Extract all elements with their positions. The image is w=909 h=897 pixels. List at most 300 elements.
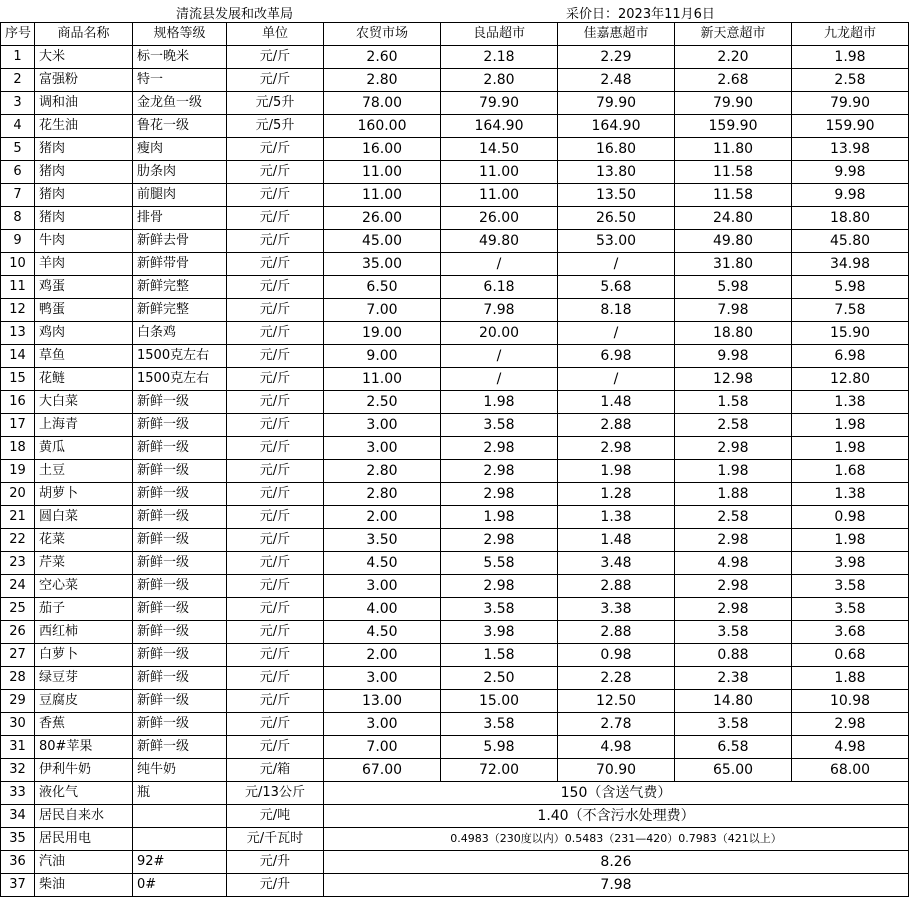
price-liangpin: 72.00 <box>441 759 558 782</box>
item-unit: 元/斤 <box>227 138 324 161</box>
item-spec: 新鲜一级 <box>133 552 227 575</box>
item-spec: 1500克左右 <box>133 368 227 391</box>
price-jiulong: 18.80 <box>792 207 909 230</box>
table-row <box>1 345 909 368</box>
price-jiulong: 4.98 <box>792 736 909 759</box>
price-xintianyi: 2.98 <box>675 529 792 552</box>
price-xintianyi: 3.58 <box>675 713 792 736</box>
price-jiulong: 68.00 <box>792 759 909 782</box>
price-xintianyi: 2.98 <box>675 598 792 621</box>
item-spec: 新鲜一级 <box>133 621 227 644</box>
item-unit: 元/斤 <box>227 345 324 368</box>
price-jiulong: 3.58 <box>792 575 909 598</box>
item-unit: 元/斤 <box>227 322 324 345</box>
price-jiajiahui: 4.98 <box>558 736 675 759</box>
row-no: 28 <box>1 667 35 690</box>
price-jiajiahui: 70.90 <box>558 759 675 782</box>
row-no: 17 <box>1 414 35 437</box>
item-name: 花生油 <box>35 115 133 138</box>
item-name: 花菜 <box>35 529 133 552</box>
row-no: 8 <box>1 207 35 230</box>
price-jiulong: 3.98 <box>792 552 909 575</box>
price-farmers-market: 4.50 <box>324 621 441 644</box>
item-name: 富强粉 <box>35 69 133 92</box>
item-name: 鸡蛋 <box>35 276 133 299</box>
table-row-merged <box>1 851 909 874</box>
item-spec: 金龙鱼一级 <box>133 92 227 115</box>
price-jiulong: 2.58 <box>792 69 909 92</box>
price-xintianyi: 24.80 <box>675 207 792 230</box>
item-spec: 排骨 <box>133 207 227 230</box>
table-row <box>1 552 909 575</box>
price-jiajiahui: / <box>558 322 675 345</box>
table-row <box>1 529 909 552</box>
price-xintianyi: 11.80 <box>675 138 792 161</box>
price-jiajiahui: 16.80 <box>558 138 675 161</box>
price-farmers-market: 45.00 <box>324 230 441 253</box>
price-liangpin: 3.98 <box>441 621 558 644</box>
table-row <box>1 575 909 598</box>
price-liangpin: / <box>441 253 558 276</box>
item-unit: 元/斤 <box>227 713 324 736</box>
item-name: 猪肉 <box>35 138 133 161</box>
row-no: 23 <box>1 552 35 575</box>
item-unit: 元/斤 <box>227 552 324 575</box>
price-xintianyi: 2.98 <box>675 575 792 598</box>
price-liangpin: 1.58 <box>441 644 558 667</box>
row-no: 16 <box>1 391 35 414</box>
row-no: 32 <box>1 759 35 782</box>
item-unit: 元/升 <box>227 851 324 874</box>
item-spec: 新鲜一级 <box>133 460 227 483</box>
price-xintianyi: 1.88 <box>675 483 792 506</box>
item-spec: 纯牛奶 <box>133 759 227 782</box>
price-jiulong: 9.98 <box>792 161 909 184</box>
price-jiulong: 12.80 <box>792 368 909 391</box>
item-name: 黄瓜 <box>35 437 133 460</box>
price-liangpin: / <box>441 368 558 391</box>
price-jiulong: 34.98 <box>792 253 909 276</box>
item-name: 鸭蛋 <box>35 299 133 322</box>
price-xintianyi: 14.80 <box>675 690 792 713</box>
price-farmers-market: 7.00 <box>324 299 441 322</box>
item-name: 大白菜 <box>35 391 133 414</box>
price-farmers-market: 11.00 <box>324 368 441 391</box>
price-jiajiahui: / <box>558 253 675 276</box>
price-farmers-market: 78.00 <box>324 92 441 115</box>
price-table <box>0 22 909 897</box>
item-unit: 元/斤 <box>227 506 324 529</box>
price-xintianyi: 1.98 <box>675 460 792 483</box>
price-jiajiahui: 1.28 <box>558 483 675 506</box>
price-jiulong: 1.98 <box>792 437 909 460</box>
price-farmers-market: 3.00 <box>324 667 441 690</box>
price-liangpin: 2.98 <box>441 529 558 552</box>
item-name: 液化气 <box>35 782 133 805</box>
item-spec: 新鲜一级 <box>133 690 227 713</box>
price-xintianyi: 11.58 <box>675 161 792 184</box>
price-liangpin: 5.98 <box>441 736 558 759</box>
row-no: 29 <box>1 690 35 713</box>
item-unit: 元/斤 <box>227 368 324 391</box>
price-jiajiahui: 2.48 <box>558 69 675 92</box>
item-name: 汽油 <box>35 851 133 874</box>
column-header: 商品名称 <box>35 23 133 46</box>
price-liangpin: 5.58 <box>441 552 558 575</box>
price-farmers-market: 9.00 <box>324 345 441 368</box>
item-unit: 元/斤 <box>227 460 324 483</box>
price-liangpin: 2.98 <box>441 483 558 506</box>
price-xintianyi: 31.80 <box>675 253 792 276</box>
price-liangpin: 20.00 <box>441 322 558 345</box>
item-spec: 0# <box>133 874 227 897</box>
item-spec: 前腿肉 <box>133 184 227 207</box>
price-jiulong: 15.90 <box>792 322 909 345</box>
price-farmers-market: 2.80 <box>324 460 441 483</box>
price-xintianyi: 12.98 <box>675 368 792 391</box>
table-row-merged <box>1 828 909 851</box>
row-no: 36 <box>1 851 35 874</box>
table-row <box>1 460 909 483</box>
price-jiajiahui: 53.00 <box>558 230 675 253</box>
price-liangpin: 2.50 <box>441 667 558 690</box>
item-unit: 元/斤 <box>227 598 324 621</box>
row-no: 30 <box>1 713 35 736</box>
price-farmers-market: 35.00 <box>324 253 441 276</box>
item-name: 伊利牛奶 <box>35 759 133 782</box>
column-header: 序号 <box>1 23 35 46</box>
row-no: 1 <box>1 46 35 69</box>
price-jiulong: 1.38 <box>792 391 909 414</box>
item-unit: 元/斤 <box>227 667 324 690</box>
item-unit: 元/斤 <box>227 253 324 276</box>
item-name: 芹菜 <box>35 552 133 575</box>
price-jiajiahui: 2.98 <box>558 437 675 460</box>
column-header: 农贸市场 <box>324 23 441 46</box>
price-jiulong: 9.98 <box>792 184 909 207</box>
table-row <box>1 713 909 736</box>
item-name: 白萝卜 <box>35 644 133 667</box>
price-farmers-market: 2.80 <box>324 69 441 92</box>
row-no: 6 <box>1 161 35 184</box>
price-liangpin: 49.80 <box>441 230 558 253</box>
column-header: 规格等级 <box>133 23 227 46</box>
item-name: 草鱼 <box>35 345 133 368</box>
price-xintianyi: 2.98 <box>675 437 792 460</box>
item-spec: 新鲜一级 <box>133 414 227 437</box>
price-farmers-market: 2.60 <box>324 46 441 69</box>
item-unit: 元/斤 <box>227 299 324 322</box>
item-spec <box>133 805 227 828</box>
price-table-body <box>1 23 909 897</box>
table-row <box>1 92 909 115</box>
price-farmers-market: 11.00 <box>324 184 441 207</box>
column-header: 新天意超市 <box>675 23 792 46</box>
price-xintianyi: 2.68 <box>675 69 792 92</box>
item-name: 居民自来水 <box>35 805 133 828</box>
price-jiajiahui: 3.48 <box>558 552 675 575</box>
price-liangpin: 3.58 <box>441 598 558 621</box>
row-no: 18 <box>1 437 35 460</box>
price-farmers-market: 3.00 <box>324 437 441 460</box>
price-farmers-market: 3.50 <box>324 529 441 552</box>
price-liangpin: 1.98 <box>441 391 558 414</box>
price-liangpin: 14.50 <box>441 138 558 161</box>
price-xintianyi: 2.58 <box>675 414 792 437</box>
item-unit: 元/斤 <box>227 414 324 437</box>
item-name: 调和油 <box>35 92 133 115</box>
price-jiajiahui: 5.68 <box>558 276 675 299</box>
row-no: 25 <box>1 598 35 621</box>
item-name: 猪肉 <box>35 207 133 230</box>
price-jiajiahui: 1.38 <box>558 506 675 529</box>
item-unit: 元/千瓦时 <box>227 828 324 851</box>
price-farmers-market: 13.00 <box>324 690 441 713</box>
row-no: 3 <box>1 92 35 115</box>
item-name: 猪肉 <box>35 161 133 184</box>
item-spec: 新鲜去骨 <box>133 230 227 253</box>
price-liangpin: 2.80 <box>441 69 558 92</box>
price-jiulong: 1.38 <box>792 483 909 506</box>
price-liangpin: 26.00 <box>441 207 558 230</box>
table-row <box>1 414 909 437</box>
item-unit: 元/斤 <box>227 621 324 644</box>
table-row <box>1 598 909 621</box>
item-unit: 元/箱 <box>227 759 324 782</box>
item-spec: 新鲜一级 <box>133 667 227 690</box>
item-name: 茄子 <box>35 598 133 621</box>
price-jiajiahui: 12.50 <box>558 690 675 713</box>
price-farmers-market: 2.00 <box>324 644 441 667</box>
price-jiajiahui: 1.98 <box>558 460 675 483</box>
price-jiajiahui: 2.78 <box>558 713 675 736</box>
sheet-header <box>0 0 909 22</box>
price-farmers-market: 4.00 <box>324 598 441 621</box>
price-farmers-market: 26.00 <box>324 207 441 230</box>
row-no: 14 <box>1 345 35 368</box>
table-row <box>1 437 909 460</box>
merged-price-value: 150（含送气费） <box>324 782 909 805</box>
item-unit: 元/斤 <box>227 575 324 598</box>
table-row <box>1 69 909 92</box>
item-unit: 元/5升 <box>227 115 324 138</box>
price-farmers-market: 67.00 <box>324 759 441 782</box>
row-no: 19 <box>1 460 35 483</box>
table-row <box>1 391 909 414</box>
price-liangpin: 164.90 <box>441 115 558 138</box>
price-liangpin: 79.90 <box>441 92 558 115</box>
price-jiulong: 2.98 <box>792 713 909 736</box>
row-no: 5 <box>1 138 35 161</box>
item-unit: 元/斤 <box>227 483 324 506</box>
price-farmers-market: 16.00 <box>324 138 441 161</box>
item-name: 猪肉 <box>35 184 133 207</box>
price-xintianyi: 7.98 <box>675 299 792 322</box>
item-name: 豆腐皮 <box>35 690 133 713</box>
price-xintianyi: 5.98 <box>675 276 792 299</box>
price-jiulong: 5.98 <box>792 276 909 299</box>
table-row <box>1 759 909 782</box>
table-row <box>1 253 909 276</box>
price-jiulong: 1.98 <box>792 414 909 437</box>
item-unit: 元/斤 <box>227 230 324 253</box>
item-spec: 特一 <box>133 69 227 92</box>
row-no: 27 <box>1 644 35 667</box>
price-jiulong: 1.98 <box>792 46 909 69</box>
item-spec: 新鲜一级 <box>133 713 227 736</box>
item-unit: 元/斤 <box>227 690 324 713</box>
table-row <box>1 621 909 644</box>
item-spec: 新鲜一级 <box>133 391 227 414</box>
merged-price-value: 0.4983（230度以内）0.5483（231—420）0.7983（421以上） <box>324 828 909 851</box>
item-name: 土豆 <box>35 460 133 483</box>
item-spec: 新鲜完整 <box>133 299 227 322</box>
row-no: 34 <box>1 805 35 828</box>
price-jiulong: 3.58 <box>792 598 909 621</box>
item-unit: 元/斤 <box>227 184 324 207</box>
row-no: 20 <box>1 483 35 506</box>
item-spec: 肋条肉 <box>133 161 227 184</box>
price-liangpin: 7.98 <box>441 299 558 322</box>
item-name: 香蕉 <box>35 713 133 736</box>
row-no: 11 <box>1 276 35 299</box>
price-liangpin: 11.00 <box>441 184 558 207</box>
price-xintianyi: 1.58 <box>675 391 792 414</box>
price-farmers-market: 11.00 <box>324 161 441 184</box>
price-xintianyi: 6.58 <box>675 736 792 759</box>
table-row <box>1 736 909 759</box>
price-farmers-market: 7.00 <box>324 736 441 759</box>
item-name: 大米 <box>35 46 133 69</box>
table-row <box>1 184 909 207</box>
price-farmers-market: 3.00 <box>324 414 441 437</box>
table-row <box>1 207 909 230</box>
item-spec: 新鲜一级 <box>133 736 227 759</box>
price-jiajiahui: 2.28 <box>558 667 675 690</box>
price-liangpin: 2.98 <box>441 460 558 483</box>
price-xintianyi: 49.80 <box>675 230 792 253</box>
price-farmers-market: 2.50 <box>324 391 441 414</box>
item-name: 圆白菜 <box>35 506 133 529</box>
row-no: 35 <box>1 828 35 851</box>
item-spec: 瘦肉 <box>133 138 227 161</box>
price-farmers-market: 160.00 <box>324 115 441 138</box>
header-row <box>1 23 909 46</box>
table-row <box>1 299 909 322</box>
price-jiajiahui: 3.38 <box>558 598 675 621</box>
price-jiulong: 159.90 <box>792 115 909 138</box>
price-liangpin: 3.58 <box>441 414 558 437</box>
item-unit: 元/斤 <box>227 161 324 184</box>
row-no: 33 <box>1 782 35 805</box>
price-liangpin: 2.18 <box>441 46 558 69</box>
price-xintianyi: 2.58 <box>675 506 792 529</box>
price-jiajiahui: 2.88 <box>558 575 675 598</box>
price-xintianyi: 79.90 <box>675 92 792 115</box>
item-unit: 元/斤 <box>227 391 324 414</box>
item-spec <box>133 828 227 851</box>
price-liangpin: 15.00 <box>441 690 558 713</box>
price-jiajiahui: 79.90 <box>558 92 675 115</box>
price-jiulong: 3.68 <box>792 621 909 644</box>
column-header: 良品超市 <box>441 23 558 46</box>
price-liangpin: / <box>441 345 558 368</box>
price-jiajiahui: 1.48 <box>558 391 675 414</box>
item-spec: 标一晚米 <box>133 46 227 69</box>
table-row <box>1 161 909 184</box>
price-xintianyi: 65.00 <box>675 759 792 782</box>
price-liangpin: 1.98 <box>441 506 558 529</box>
price-jiulong: 1.88 <box>792 667 909 690</box>
price-liangpin: 3.58 <box>441 713 558 736</box>
price-jiulong: 1.98 <box>792 529 909 552</box>
price-xintianyi: 159.90 <box>675 115 792 138</box>
row-no: 15 <box>1 368 35 391</box>
price-xintianyi: 2.38 <box>675 667 792 690</box>
org-title: 清流县发展和改革局 <box>176 7 294 22</box>
price-jiajiahui: 0.98 <box>558 644 675 667</box>
price-jiulong: 6.98 <box>792 345 909 368</box>
price-xintianyi: 0.88 <box>675 644 792 667</box>
price-jiajiahui: 6.98 <box>558 345 675 368</box>
price-xintianyi: 3.58 <box>675 621 792 644</box>
price-jiajiahui: 13.80 <box>558 161 675 184</box>
item-name: 绿豆芽 <box>35 667 133 690</box>
price-farmers-market: 2.00 <box>324 506 441 529</box>
item-name: 西红柿 <box>35 621 133 644</box>
column-header: 佳嘉惠超市 <box>558 23 675 46</box>
table-row <box>1 644 909 667</box>
price-farmers-market: 2.80 <box>324 483 441 506</box>
price-jiajiahui: 26.50 <box>558 207 675 230</box>
item-unit: 元/斤 <box>227 437 324 460</box>
price-farmers-market: 19.00 <box>324 322 441 345</box>
price-liangpin: 11.00 <box>441 161 558 184</box>
price-xintianyi: 11.58 <box>675 184 792 207</box>
price-jiajiahui: 2.88 <box>558 621 675 644</box>
price-farmers-market: 4.50 <box>324 552 441 575</box>
item-name: 鸡肉 <box>35 322 133 345</box>
item-spec: 新鲜完整 <box>133 276 227 299</box>
price-liangpin: 6.18 <box>441 276 558 299</box>
column-header: 单位 <box>227 23 324 46</box>
price-jiulong: 0.98 <box>792 506 909 529</box>
item-spec: 新鲜带骨 <box>133 253 227 276</box>
price-farmers-market: 3.00 <box>324 713 441 736</box>
item-unit: 元/斤 <box>227 69 324 92</box>
item-unit: 元/升 <box>227 874 324 897</box>
item-spec: 新鲜一级 <box>133 506 227 529</box>
item-spec: 鲁花一级 <box>133 115 227 138</box>
table-row <box>1 138 909 161</box>
price-xintianyi: 18.80 <box>675 322 792 345</box>
item-spec: 白条鸡 <box>133 322 227 345</box>
item-unit: 元/斤 <box>227 207 324 230</box>
item-unit: 元/斤 <box>227 46 324 69</box>
column-header: 九龙超市 <box>792 23 909 46</box>
price-jiulong: 45.80 <box>792 230 909 253</box>
table-row-merged <box>1 782 909 805</box>
item-spec: 新鲜一级 <box>133 529 227 552</box>
row-no: 9 <box>1 230 35 253</box>
table-row <box>1 115 909 138</box>
item-name: 空心菜 <box>35 575 133 598</box>
row-no: 12 <box>1 299 35 322</box>
table-row <box>1 368 909 391</box>
item-spec: 新鲜一级 <box>133 437 227 460</box>
price-jiulong: 13.98 <box>792 138 909 161</box>
price-jiajiahui: 2.29 <box>558 46 675 69</box>
